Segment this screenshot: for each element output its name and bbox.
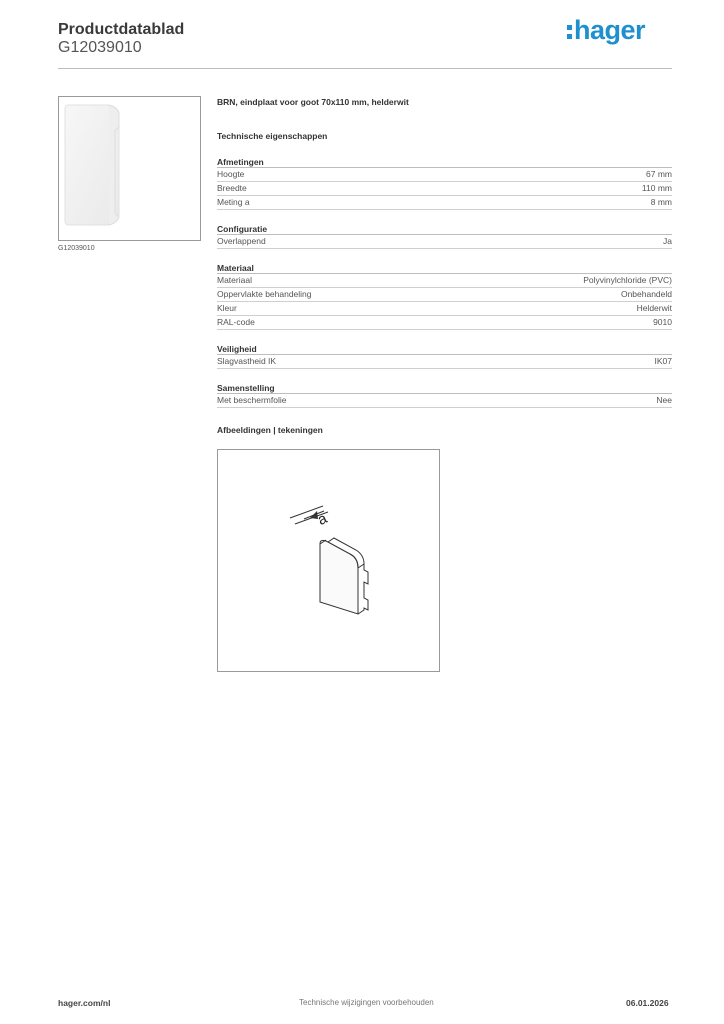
spec-row bbox=[217, 316, 672, 330]
logo-dots-icon bbox=[567, 25, 572, 39]
spec-content bbox=[217, 96, 672, 437]
spec-label: Materiaal bbox=[217, 275, 252, 285]
section-title: Configuratie bbox=[217, 223, 672, 235]
section-title: Materiaal bbox=[217, 262, 672, 274]
spec-row bbox=[217, 235, 672, 249]
tech-properties-heading: Technische eigenschappen bbox=[217, 131, 328, 141]
spec-row bbox=[217, 182, 672, 196]
drawings-heading: Afbeeldingen | tekeningen bbox=[217, 425, 323, 435]
spec-value: 8 mm bbox=[650, 197, 672, 207]
section-title: Veiligheid bbox=[217, 343, 672, 355]
end-plate-photo-icon bbox=[59, 97, 200, 240]
header-divider bbox=[58, 68, 672, 69]
spec-row bbox=[217, 168, 672, 182]
spec-label: RAL-code bbox=[217, 317, 255, 327]
spec-label: Oppervlakte behandeling bbox=[217, 289, 312, 299]
spec-row bbox=[217, 355, 672, 369]
spec-value: 9010 bbox=[653, 317, 672, 327]
logo-text: hager bbox=[574, 15, 646, 45]
product-photo bbox=[58, 96, 201, 241]
spec-value: Helderwit bbox=[636, 303, 672, 313]
footer-date: 06.01.2026 bbox=[626, 998, 669, 1008]
spec-row bbox=[217, 274, 672, 288]
spec-row bbox=[217, 288, 672, 302]
spec-label: Meting a bbox=[217, 197, 250, 207]
section-materiaal bbox=[217, 262, 672, 330]
section-samenstelling bbox=[217, 382, 672, 408]
section-afmetingen bbox=[217, 156, 672, 210]
technical-drawing bbox=[217, 449, 440, 672]
section-veiligheid bbox=[217, 343, 672, 369]
spec-value: 110 mm bbox=[641, 183, 672, 193]
spec-value: Onbehandeld bbox=[620, 289, 672, 299]
footer-notice: Technische wijzigingen voorbehouden bbox=[299, 998, 434, 1007]
product-code: G12039010 bbox=[58, 39, 142, 56]
section-title: Samenstelling bbox=[217, 382, 672, 394]
spec-label: Breedte bbox=[217, 183, 247, 193]
product-description: BRN, eindplaat voor goot 70x110 mm, helderwit bbox=[217, 97, 409, 107]
spec-row bbox=[217, 302, 672, 316]
spec-row bbox=[217, 196, 672, 210]
spec-row bbox=[217, 394, 672, 408]
spec-value: Ja bbox=[663, 236, 672, 246]
spec-label: Kleur bbox=[217, 303, 237, 313]
spec-value: Nee bbox=[656, 395, 672, 405]
section-title: Afmetingen bbox=[217, 156, 672, 168]
spec-value: 67 mm bbox=[646, 169, 672, 179]
spec-label: Overlappend bbox=[217, 236, 266, 246]
spec-value: IK07 bbox=[654, 356, 672, 366]
spec-value: Polyvinylchloride (PVC) bbox=[583, 275, 672, 285]
end-plate-drawing-icon bbox=[218, 450, 439, 671]
photo-caption: G12039010 bbox=[58, 245, 95, 252]
spec-label: Met beschermfolie bbox=[217, 395, 287, 405]
footer-website-link[interactable]: hager.com/nl bbox=[58, 998, 111, 1008]
section-configuratie bbox=[217, 223, 672, 249]
hager-logo[interactable] bbox=[567, 15, 645, 46]
spec-label: Hoogte bbox=[217, 169, 245, 179]
spec-label: Slagvastheid IK bbox=[217, 356, 277, 366]
dimension-label: a bbox=[314, 509, 330, 529]
page-title: Productdatablad bbox=[58, 21, 185, 38]
